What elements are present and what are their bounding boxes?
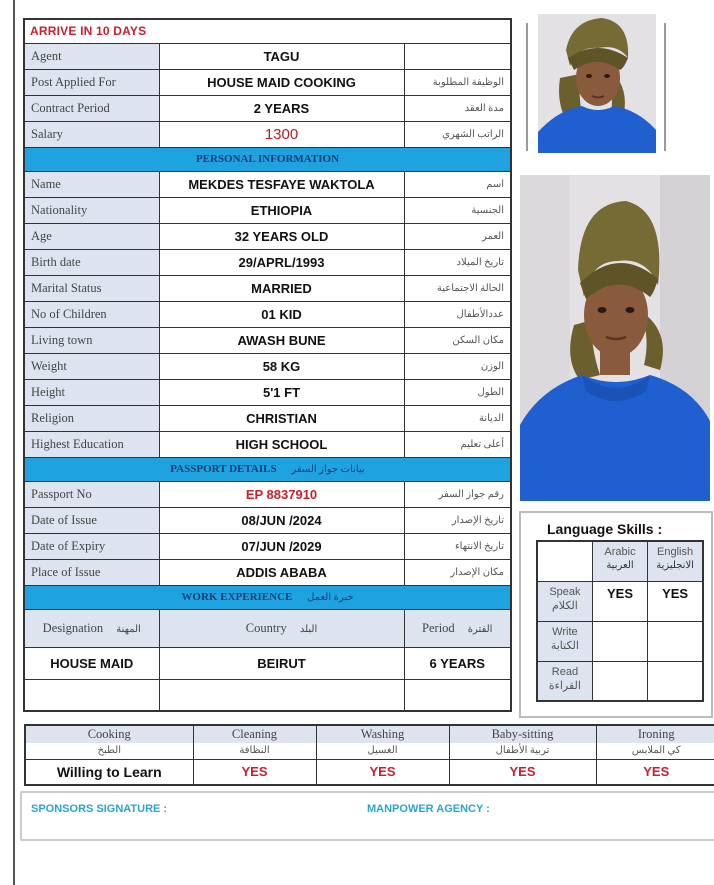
form-row-age (24, 223, 511, 249)
field-label: Birth date (24, 249, 159, 275)
skills-value-row (25, 760, 714, 785)
speak-arabic: YES (592, 581, 647, 621)
section-title-ar: خبرة العمل (307, 592, 354, 603)
field-label-ar: الراتب الشهري (404, 121, 511, 147)
field-label: Date of Issue (24, 507, 159, 533)
language-skills-panel (519, 511, 713, 718)
manpower-agency-label: MANPOWER AGENCY : (367, 803, 490, 815)
washing-value: YES (316, 760, 449, 785)
field-value: 58 KG (159, 353, 404, 379)
field-value: HOUSE MAID COOKING (159, 69, 404, 95)
full-photo (520, 175, 710, 501)
field-label-ar: عددالأطفال (404, 301, 511, 327)
passport-number-value: EP 8837910 (159, 481, 404, 507)
form-row-issue-date (24, 507, 511, 533)
field-label-ar: تاريخ الميلاد (404, 249, 511, 275)
work-country: BEIRUT (159, 647, 404, 679)
field-value: TAGU (159, 43, 404, 69)
language-skills-table (536, 540, 704, 702)
col-en: English (657, 546, 694, 558)
field-label-ar: مكان الإصدار (404, 559, 511, 585)
form-row-nationality (24, 197, 511, 223)
field-label-ar: اسم (404, 171, 511, 197)
field-value: CHRISTIAN (159, 405, 404, 431)
row-ar: الكتابة (550, 639, 579, 652)
section-title-ar: بيانات جواز السفر (291, 464, 365, 475)
form-row-birthdate (24, 249, 511, 275)
corner-cell (537, 541, 592, 581)
field-value: AWASH BUNE (159, 327, 404, 353)
passport-photo (538, 14, 656, 153)
section-work (24, 585, 511, 609)
field-label: Name (24, 171, 159, 197)
form-row-agent (24, 43, 511, 69)
form-row-salary (24, 121, 511, 147)
form-row-marital (24, 275, 511, 301)
field-value: 08/JUN /2024 (159, 507, 404, 533)
skill-cooking (25, 725, 193, 760)
ironing-value: YES (596, 760, 714, 785)
field-label-ar: مكان السكن (404, 327, 511, 353)
skill-en: Baby-sitting (450, 726, 596, 743)
skill-ar: النظافة (239, 745, 270, 756)
field-value: 01 KID (159, 301, 404, 327)
form-row-name (24, 171, 511, 197)
skill-en: Ironing (597, 726, 714, 743)
work-header-country (159, 609, 404, 647)
skill-ar: تربية الأطفال (495, 745, 550, 756)
field-label: Passport No (24, 481, 159, 507)
skill-ar: كي الملابس (631, 745, 681, 756)
section-header (24, 585, 511, 609)
col-en: Arabic (604, 546, 636, 558)
work-designation (24, 679, 159, 711)
field-value: 07/JUN /2029 (159, 533, 404, 559)
skills-header-row (25, 725, 714, 760)
field-value: 29/APRL/1993 (159, 249, 404, 275)
header-en: Country (245, 620, 287, 635)
field-label: Contract Period (24, 95, 159, 121)
form-row-religion (24, 405, 511, 431)
work-row (24, 647, 511, 679)
section-personal (24, 147, 511, 171)
header-ar: البلد (299, 623, 318, 635)
field-label: Height (24, 379, 159, 405)
field-value: MEKDES TESFAYE WAKTOLA (159, 171, 404, 197)
skill-cleaning (193, 725, 316, 760)
field-label-ar: الوزن (404, 353, 511, 379)
form-row-contract (24, 95, 511, 121)
field-label-ar: مدة العقد (404, 95, 511, 121)
skill-ironing (596, 725, 714, 760)
language-col-arabic (592, 541, 647, 581)
header-ar: المهنة (116, 623, 141, 635)
row-en: Speak (549, 585, 581, 598)
field-label: Weight (24, 353, 159, 379)
signature-box (20, 791, 714, 841)
read-english (648, 661, 703, 701)
field-label: No of Children (24, 301, 159, 327)
read-arabic (592, 661, 647, 701)
section-header (24, 457, 511, 481)
language-row-speak (537, 581, 703, 621)
work-designation: HOUSE MAID (24, 647, 159, 679)
col-ar: الانجليزية (656, 560, 694, 572)
skill-washing (316, 725, 449, 760)
work-row-empty (24, 679, 511, 711)
arrival-note: ARRIVE IN 10 DAYS (24, 19, 511, 43)
work-header-period (404, 609, 511, 647)
work-period: 6 YEARS (404, 647, 511, 679)
form-row-children (24, 301, 511, 327)
work-header-row (24, 609, 511, 647)
field-label-ar: الجنسية (404, 197, 511, 223)
field-label: Marital Status (24, 275, 159, 301)
salary-value: 1300 (159, 121, 404, 147)
person-portrait-icon (538, 14, 656, 153)
form-row-issue-place (24, 559, 511, 585)
language-skills-title: Language Skills : (547, 521, 663, 537)
language-col-english (648, 541, 703, 581)
page-left-border (13, 0, 15, 885)
skill-en: Cleaning (194, 726, 316, 743)
applicant-form-table (23, 18, 512, 712)
work-country (159, 679, 404, 711)
write-arabic (592, 621, 647, 661)
write-english (648, 621, 703, 661)
field-value: 5'1 FT (159, 379, 404, 405)
section-title: WORK EXPERIENCE (181, 591, 293, 603)
form-row-passport-no (24, 481, 511, 507)
field-label-ar: تاريخ الانتهاء (404, 533, 511, 559)
form-row-expiry-date (24, 533, 511, 559)
field-label: Salary (24, 121, 159, 147)
field-label: Agent (24, 43, 159, 69)
form-row-height (24, 379, 511, 405)
section-title: PERSONAL INFORMATION (24, 147, 511, 171)
row-en: Read (551, 665, 579, 678)
field-label: Nationality (24, 197, 159, 223)
field-value: MARRIED (159, 275, 404, 301)
field-value: HIGH SCHOOL (159, 431, 404, 457)
field-label: Date of Expiry (24, 533, 159, 559)
arrival-row (24, 19, 511, 43)
field-value: ETHIOPIA (159, 197, 404, 223)
col-ar: العربية (606, 560, 634, 572)
row-ar: القراءة (548, 679, 581, 692)
skill-en: Cooking (26, 726, 193, 743)
header-en: Period (422, 620, 455, 635)
field-value: 2 YEARS (159, 95, 404, 121)
header-en: Designation (42, 620, 104, 635)
header-ar: الفترة (467, 623, 493, 635)
language-row-write (537, 621, 703, 661)
form-row-post (24, 69, 511, 95)
field-label: Living town (24, 327, 159, 353)
field-label-ar: الوظيفة المطلوبة (404, 69, 511, 95)
field-value: 32 YEARS OLD (159, 223, 404, 249)
form-row-town (24, 327, 511, 353)
babysitting-value: YES (449, 760, 596, 785)
field-label: Age (24, 223, 159, 249)
form-row-education (24, 431, 511, 457)
skill-babysitting (449, 725, 596, 760)
field-label-ar (404, 43, 511, 69)
skill-ar: الطبخ (97, 745, 121, 756)
skills-table (24, 724, 714, 786)
field-label: Religion (24, 405, 159, 431)
field-label-ar: الحالة الاجتماعية (404, 275, 511, 301)
skill-ar: الغسيل (367, 745, 398, 756)
field-value: ADDIS ABABA (159, 559, 404, 585)
cleaning-value: YES (193, 760, 316, 785)
field-label-ar: العمر (404, 223, 511, 249)
cooking-value: Willing to Learn (25, 760, 193, 785)
field-label: Place of Issue (24, 559, 159, 585)
row-label (537, 581, 592, 621)
skill-en: Washing (317, 726, 449, 743)
field-label-ar: الديانة (404, 405, 511, 431)
row-label (537, 661, 592, 701)
row-en: Write (552, 625, 578, 638)
work-period (404, 679, 511, 711)
language-header-row (537, 541, 703, 581)
field-label-ar: رقم جواز السفر (404, 481, 511, 507)
form-row-weight (24, 353, 511, 379)
person-portrait-icon (520, 175, 710, 501)
row-label (537, 621, 592, 661)
field-label: Post Applied For (24, 69, 159, 95)
sponsor-signature-label: SPONSORS SIGNATURE : (31, 803, 168, 815)
work-header-designation (24, 609, 159, 647)
field-label-ar: أعلى تعليم (404, 431, 511, 457)
speak-english: YES (648, 581, 703, 621)
field-label-ar: الطول (404, 379, 511, 405)
language-row-read (537, 661, 703, 701)
row-ar: الكلام (551, 599, 578, 612)
field-label-ar: تاريخ الإصدار (404, 507, 511, 533)
section-passport (24, 457, 511, 481)
section-title: PASSPORT DETAILS (170, 463, 277, 475)
field-label: Highest Education (24, 431, 159, 457)
